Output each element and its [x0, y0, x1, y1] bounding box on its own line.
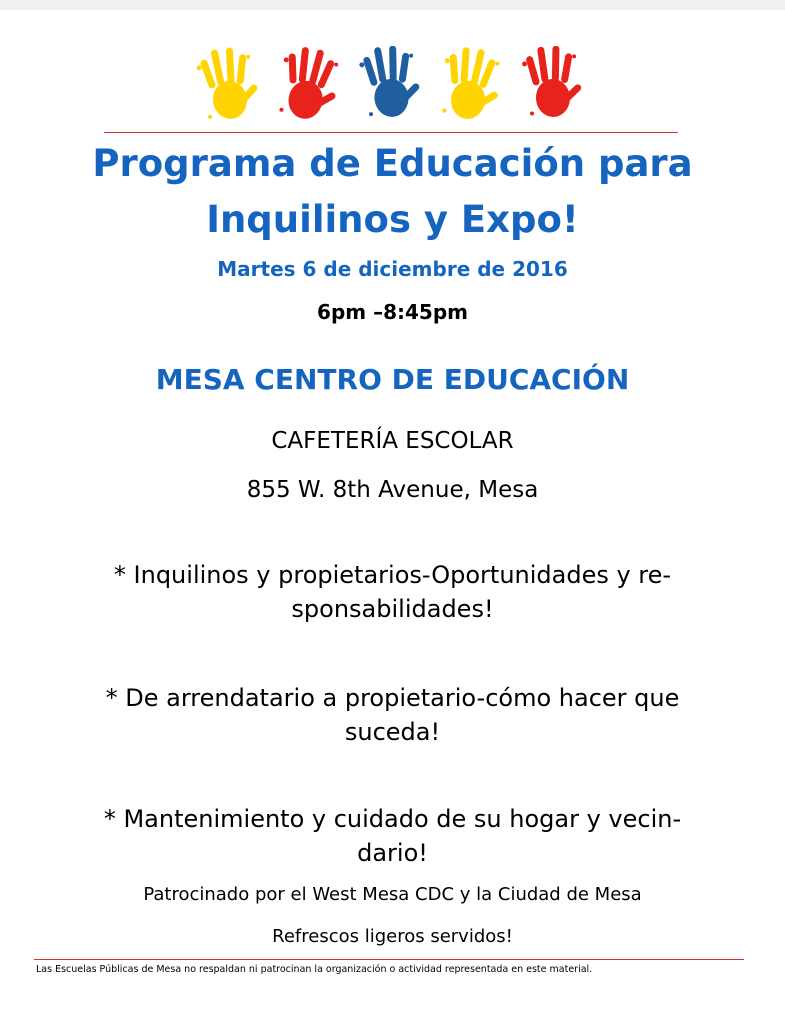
topic-line-2: suceda! [344, 718, 441, 746]
topic-item [60, 558, 725, 626]
hand-3-icon [358, 46, 424, 120]
topic-line-2: dario! [357, 839, 428, 867]
hand-1-icon [194, 46, 262, 123]
handprints-graphic [190, 46, 600, 126]
bottom-divider [34, 959, 744, 960]
topic-line-1: * De arrendatario a propietario-cómo hacer que [105, 684, 680, 712]
event-title-line-2: Inquilinos y Expo! [206, 198, 579, 241]
topic-item [60, 681, 725, 749]
top-divider [104, 132, 678, 133]
refreshments-text: Refrescos ligeros servidos! [272, 926, 513, 947]
event-venue: MESA CENTRO DE EDUCACIÓN [155, 363, 630, 396]
event-date: Martes 6 de diciembre de 2016 [217, 257, 568, 281]
hand-4-icon [437, 46, 505, 123]
disclaimer-text: Las Escuelas Públicas de Mesa no respaldan ni patrocinan la organización o actividad representada en este material. [36, 964, 593, 975]
topic-line-2: sponsabilidades! [291, 595, 494, 623]
topic-line-1: * Inquilinos y propietarios-Oportunidades y re- [113, 561, 672, 589]
topic-line-1: * Mantenimiento y cuidado de su hogar y vecin- [103, 805, 682, 833]
hand-2-icon [274, 46, 344, 124]
event-address: 855 W. 8th Avenue, Mesa [246, 477, 539, 503]
hand-5-icon [521, 46, 585, 119]
top-bar [0, 0, 785, 10]
sponsor-text: Patrocinado por el West Mesa CDC y la Ciudad de Mesa [143, 884, 642, 905]
topic-item [60, 802, 725, 870]
event-title-line-1: Programa de Educación para [92, 142, 693, 185]
event-time: 6pm –8:45pm [317, 300, 468, 324]
event-room: CAFETERÍA ESCOLAR [271, 428, 514, 454]
